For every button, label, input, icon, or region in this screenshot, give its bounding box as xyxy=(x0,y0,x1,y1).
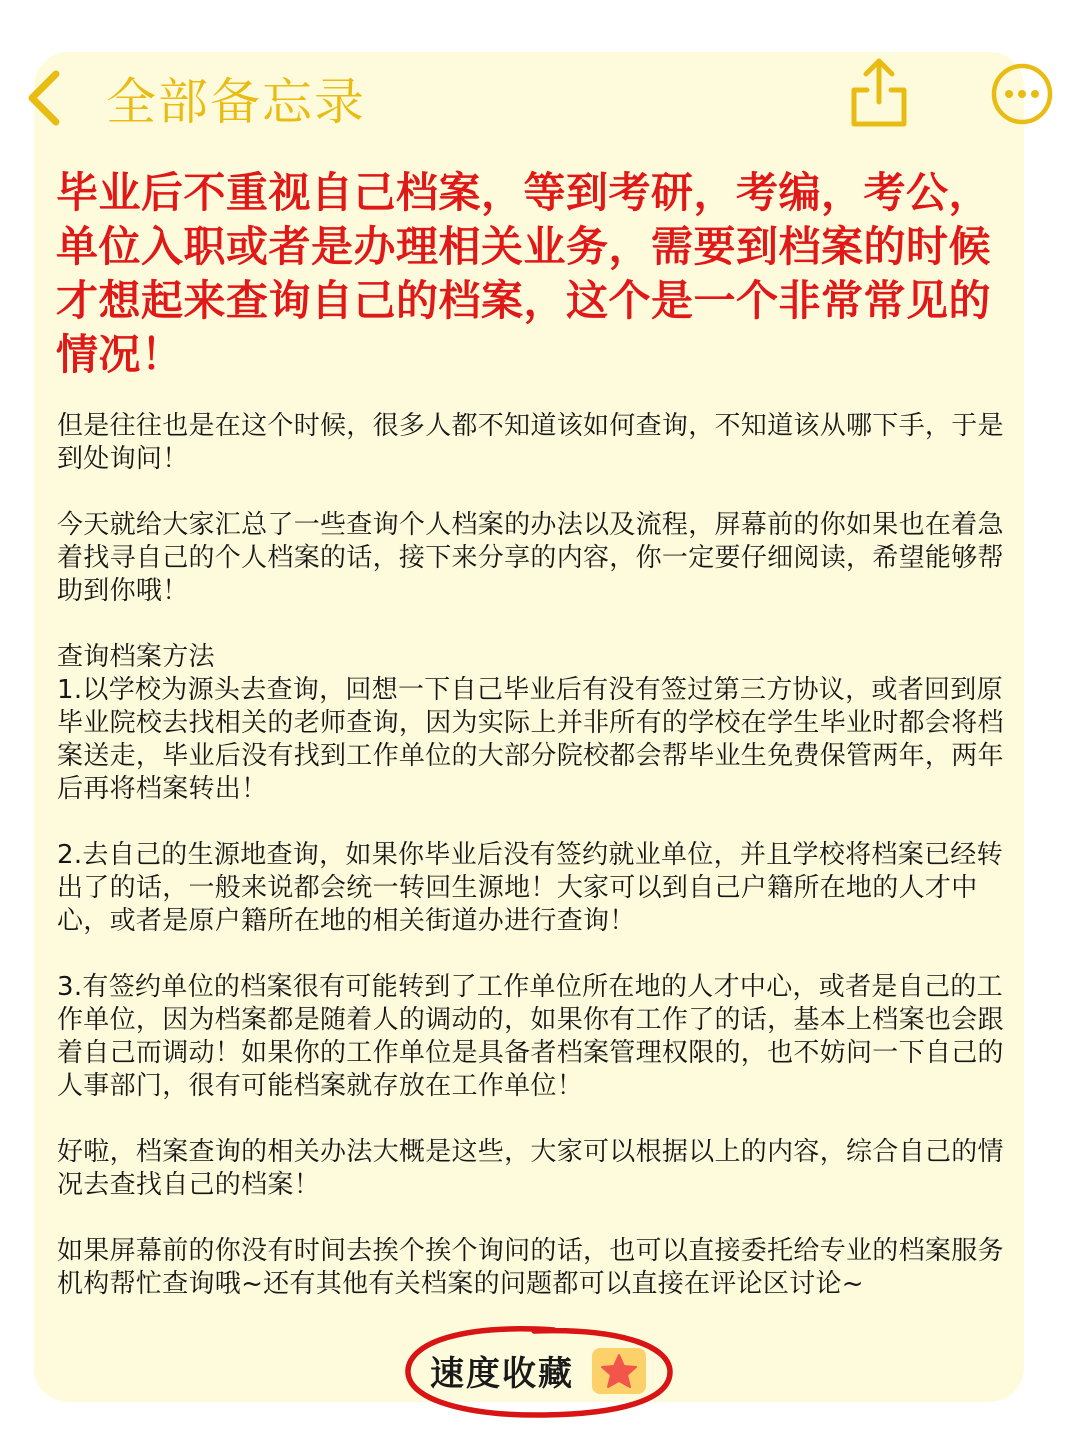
back-button[interactable] xyxy=(22,62,366,134)
star-badge xyxy=(592,1348,646,1394)
section-heading: 查询档案方法 xyxy=(57,642,215,672)
note-paragraph: 好啦，档案查询的相关办法大概是这些，大家可以根据以上的内容，综合自己的情况去查找自己的档案！ xyxy=(57,1137,1004,1200)
note-paragraph: 但是往往也是在这个时候，很多人都不知道该如何查询，不知道该从哪下手，于是到处询问！ xyxy=(57,411,1004,474)
more-button[interactable] xyxy=(990,62,1054,130)
note-paragraph: 如果屏幕前的你没有时间去挨个挨个询问的话，也可以直接委托给专业的档案服务机构帮忙查询哦~还有其他有关档案的问题都可以直接在评论区讨论~ xyxy=(57,1236,1004,1299)
more-icon xyxy=(990,62,1054,126)
note-paragraph: 1.以学校为源头去查询，回想一下自己毕业后有没有签过第三方协议，或者回到原毕业院校去找相关的老师查询，因为实际上并非所有的学校在学生毕业时都会将档案送走，毕业后没有找到工作单位的大部分院校都会帮毕业生免费保管两年，两年后再将档案转出！ xyxy=(57,675,1004,804)
note-headline: 毕业后不重视自己档案，等到考研，考编，考公，单位入职或者是办理相关业务，需要到档案的时候才想起来查询自己的档案，这个是一个非常常见的情况！ xyxy=(56,168,992,379)
note-paragraph: 2.去自己的生源地查询，如果你毕业后没有签约就业单位，并且学校将档案已经转出了的话，一般来说都会统一转回生源地！大家可以到自己户籍所在地的人才中心，或者是原户籍所在地的相关街道办进行查询！ xyxy=(57,840,1003,936)
note-body xyxy=(57,410,1022,1334)
chevron-left-icon xyxy=(22,66,66,130)
note-paragraph: 3.有签约单位的档案很有可能转到了工作单位所在地的人才中心，或者是自己的工作单位，因为档案都是随着人的调动的，如果你有工作了的话，基本上档案也会跟着自己而调动！如果你的工作单位是具备者档案管理权限的，也不妨问一下自己的人事部门，很有可能档案就存放在工作单位！ xyxy=(57,972,1004,1101)
star-icon xyxy=(600,1353,638,1389)
note-paragraph: 今天就给大家汇总了一些查询个人档案的办法以及流程，屏幕前的你如果也在着急着找寻自己的个人档案的话，接下来分享的内容，你一定要仔细阅读，希望能够帮助到你哦！ xyxy=(57,510,1004,606)
share-icon xyxy=(848,56,910,130)
nav-bar xyxy=(0,52,1080,142)
save-reminder-stamp[interactable] xyxy=(404,1322,674,1422)
stamp-label: 速度收藏 xyxy=(430,1354,574,1394)
back-label: 全部备忘录 xyxy=(106,73,366,131)
share-button[interactable] xyxy=(848,56,910,134)
